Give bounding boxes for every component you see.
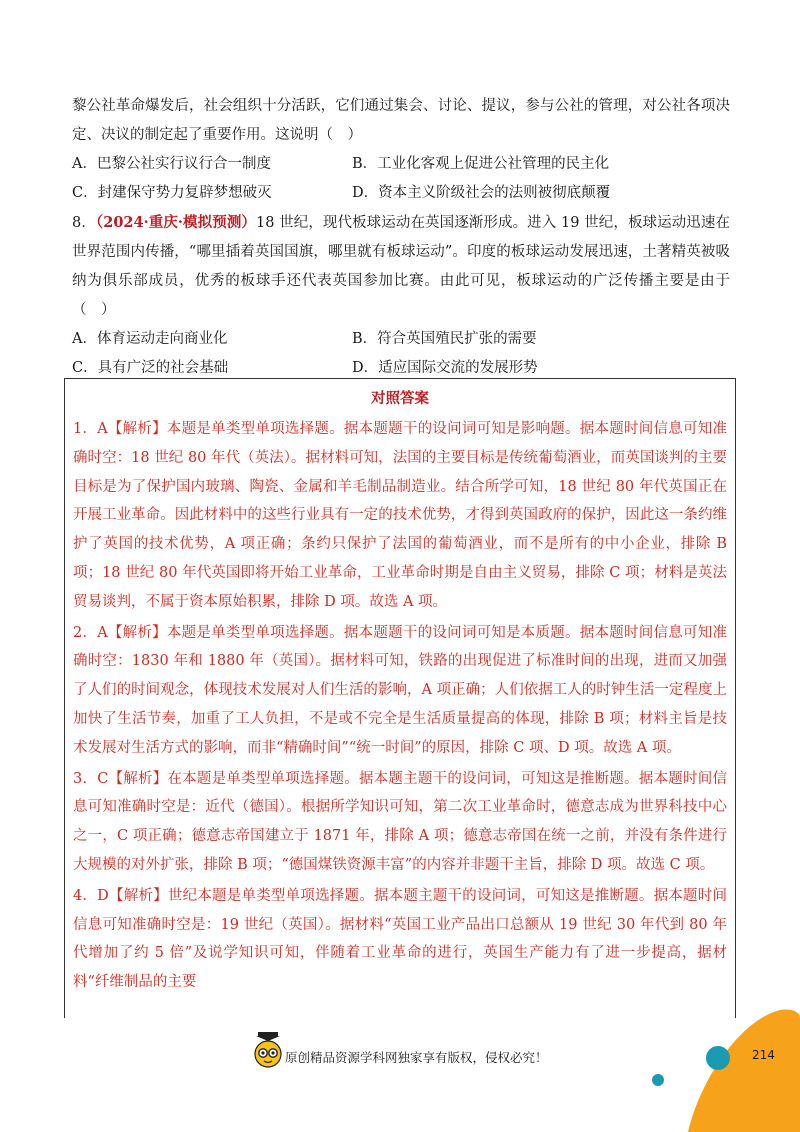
answer-item-1: 1．A【解析】本题是单类型单项选择题。据本题题干的设问词可知是影响题。据本题时间信息可知准确时空：18 世纪 80 年代（英法）。据材料可知，法国的主要目标是传统葡萄酒业，而英国谈判的主要目标是为了保护国内玻璃、陶瓷、金属和羊毛制品制造业。结合所学可知，18 世纪 80 年代英国正在开展工业革命。因此材料中的这些行业具有一定的技术优势，才得到英国政府的保护，因此这一条约维护了英国的技术优势，A 项正确；条约只保护了法国的葡萄酒业，而不是所有的中小企业，排除 B 项；18 世纪 80 年代英国即将开始工业革命，工业革命时期是自由主义贸易，排除 C 项；材料是英法贸易谈判，不属于资本原始积累，排除 D 项。故选 A 项。 bbox=[73, 421, 727, 610]
question-8-stem bbox=[72, 208, 730, 325]
answer-key-title: 对照答案 bbox=[371, 390, 429, 407]
corner-decoration-icon bbox=[640, 990, 800, 1132]
question-8-text: 18 世纪，现代板球运动在英国逐渐形成。进入 19 世纪，板球运动迅速在世界范围内传播，“哪里插着英国国旗，哪里就有板球运动”。印度的板球运动发展迅速，土著精英被吸纳为俱乐部成员，优秀的板球手还代表英国参加比赛。由此可见，板球运动的广泛传播主要是由于（ ） bbox=[72, 215, 730, 318]
q8-option-b: B．符合英国殖民扩张的需要 bbox=[352, 331, 537, 347]
question-section bbox=[72, 92, 730, 383]
q7-option-a: A．巴黎公社实行议行合一制度 bbox=[72, 156, 271, 172]
question-7-options-row-1 bbox=[72, 150, 730, 179]
answer-item-4: 4．D【解析】世纪本题是单类型单项选择题。据本题主题干的设问词，可知这是推断题。据本题时间信息可知准确时空是：19 世纪（英国）。据材料“英国工业产品出口总额从 19 世纪 30 年代到 80 年代增加了约 5 倍”及说学知识可知，伴随着工业革命的进行，英国生产能力有了进一步提高，据材料“纤维制品的主要 bbox=[73, 887, 727, 991]
q7-option-b: B．工业化客观上促进公社管理的民主化 bbox=[352, 156, 610, 172]
copyright-notice: 原创精品资源学科网独家享有版权，侵权必究！ bbox=[285, 1050, 548, 1065]
q7-option-d: D．资本主义阶级社会的法则被彻底颠覆 bbox=[352, 185, 611, 201]
q8-option-c: C．具有广泛的社会基础 bbox=[72, 360, 229, 376]
q7-option-c: C．封建保守势力复辟梦想破灭 bbox=[72, 185, 272, 201]
question-8-options-row-1 bbox=[72, 325, 730, 354]
q8-option-a: A．体育运动走向商业化 bbox=[72, 331, 228, 347]
page-number: 214 bbox=[752, 1048, 775, 1062]
answer-item-2: 2．A【解析】本题是单类型单项选择题。据本题题干的设问词可知是本质题。据本题时间信息可知准确时空：1830 年和 1880 年（英国）。据材料可知，铁路的出现促进了标准时间的出现，进而又加强了人们的时间观念，体现技术发展对人们生活的影响，A 项正确；人们依据工人的时钟生活一定程度上加快了生活节奏，加重了工人负担，不是或不完全是生活质量提高的体现，排除 B 项；材料主旨是技术发展对生活方式的影响，而非“精确时间”“统一时间”的原因，排除 C 项、D 项。故选 A 项。 bbox=[73, 624, 727, 756]
question-8-number: 8． bbox=[72, 215, 96, 231]
question-7-options-row-2 bbox=[72, 179, 730, 208]
answer-key-box bbox=[64, 378, 736, 1018]
q8-option-d: D．适应国际交流的发展形势 bbox=[352, 360, 538, 376]
answer-item-3: 3．C【解析】在本题是单类型单项选择题。据本题主题干的设问词，可知这是推断题。据本题时间信息可知准确时空是：近代（德国）。根据所学知识可知，第二次工业革命时，德意志成为世界科技中心之一，C 项正确；德意志帝国建立于 1871 年，排除 A 项；德意志帝国在统一之前，并没有条件进行大规模的对外扩张，排除 B 项；“德国煤铁资源丰富”的内容并非题干主旨，排除 D 项。故选 C 项。 bbox=[73, 770, 727, 873]
question-8-source: （2024·重庆·模拟预测） bbox=[95, 214, 256, 231]
question-7-stem: 黎公社革命爆发后，社会组织十分活跃，它们通过集会、讨论、提议，参与公社的管理，对公社各项决定、决议的制定起了重要作用。这说明（ ） bbox=[72, 98, 730, 143]
mascot-logo-icon bbox=[252, 1030, 284, 1070]
